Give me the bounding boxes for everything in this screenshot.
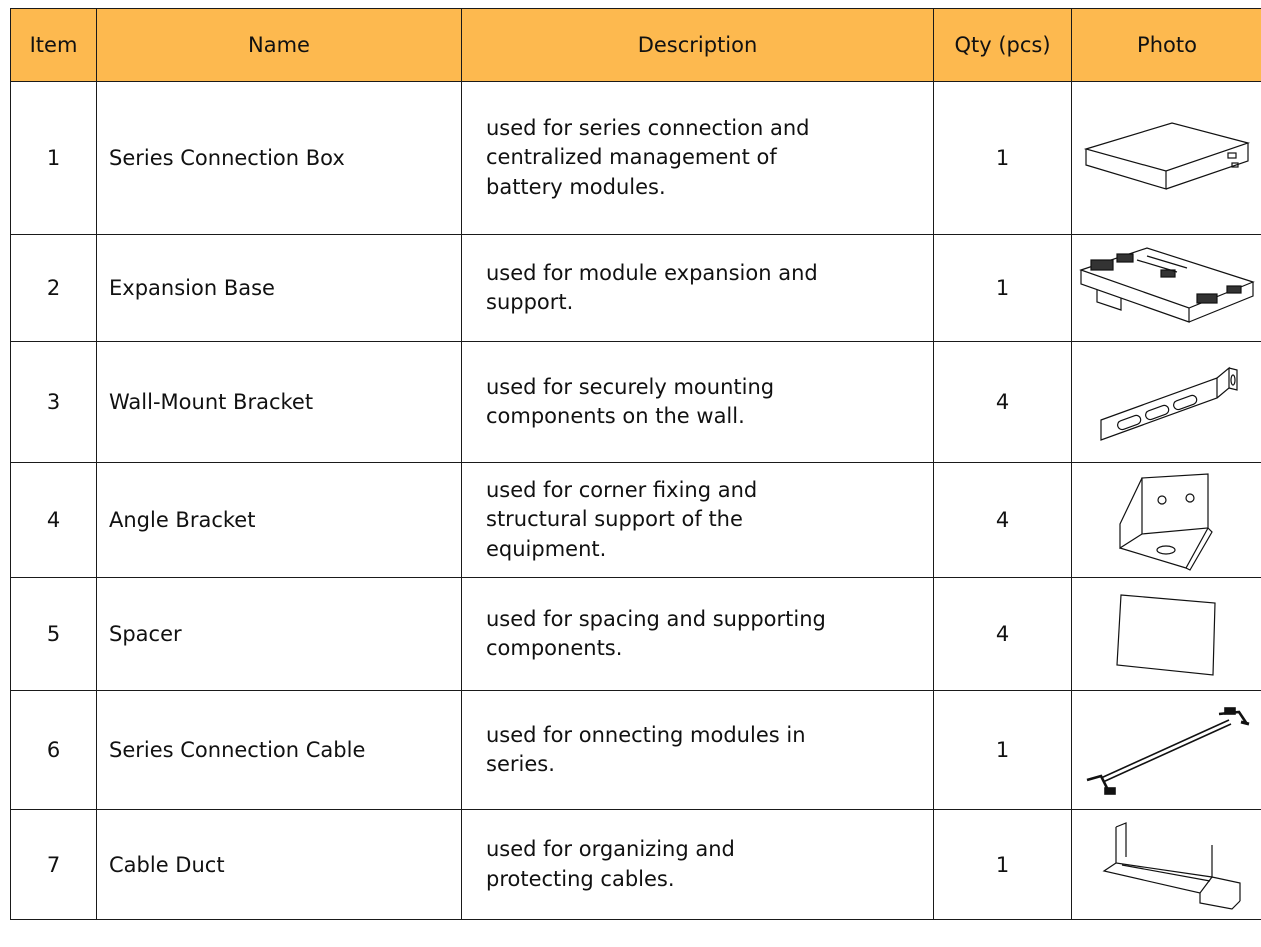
item-name: Series Connection Box	[97, 82, 462, 235]
item-name: Wall-Mount Bracket	[97, 342, 462, 463]
angle-bracket-icon	[1112, 468, 1222, 572]
expansion-base-icon	[1077, 240, 1257, 336]
item-number: 6	[11, 691, 97, 810]
item-name: Cable Duct	[97, 810, 462, 920]
item-photo	[1072, 691, 1261, 810]
table-row	[11, 463, 1261, 578]
item-number: 4	[11, 463, 97, 578]
item-description: used for corner fixing and structural support of the equipment.	[462, 463, 934, 578]
item-name: Spacer	[97, 578, 462, 691]
item-number: 2	[11, 235, 97, 342]
header-qty: Qty (pcs)	[934, 9, 1072, 82]
item-name: Expansion Base	[97, 235, 462, 342]
table-row	[11, 578, 1261, 691]
item-qty: 1	[934, 810, 1072, 920]
header-row	[11, 9, 1261, 82]
header-description: Description	[462, 9, 934, 82]
item-description: used for spacing and supporting components.	[462, 578, 934, 691]
item-photo	[1072, 342, 1261, 463]
table-row	[11, 82, 1261, 235]
item-description: used for organizing and protecting cables.	[462, 810, 934, 920]
item-qty: 1	[934, 691, 1072, 810]
table-row	[11, 810, 1261, 920]
table-row	[11, 691, 1261, 810]
item-photo	[1072, 810, 1261, 920]
header-name: Name	[97, 9, 462, 82]
item-qty: 4	[934, 578, 1072, 691]
item-number: 1	[11, 82, 97, 235]
item-qty: 1	[934, 235, 1072, 342]
header-photo: Photo	[1072, 9, 1261, 82]
wall-mount-bracket-icon	[1087, 352, 1247, 452]
item-number: 5	[11, 578, 97, 691]
series-connection-cable-icon	[1079, 700, 1255, 800]
item-name: Series Connection Cable	[97, 691, 462, 810]
item-name: Angle Bracket	[97, 463, 462, 578]
item-qty: 4	[934, 342, 1072, 463]
table-row	[11, 342, 1261, 463]
item-qty: 4	[934, 463, 1072, 578]
header-item: Item	[11, 9, 97, 82]
item-description: used for onnecting modules in series.	[462, 691, 934, 810]
item-photo	[1072, 578, 1261, 691]
item-photo	[1072, 235, 1261, 342]
cable-duct-icon	[1082, 817, 1252, 913]
item-description: used for module expansion and support.	[462, 235, 934, 342]
parts-table	[10, 8, 1261, 920]
parts-list	[10, 8, 1261, 920]
item-number: 7	[11, 810, 97, 920]
item-description: used for securely mounting components on the wall.	[462, 342, 934, 463]
item-qty: 1	[934, 82, 1072, 235]
item-photo	[1072, 463, 1261, 578]
table-row	[11, 235, 1261, 342]
item-description: used for series connection and centralized management of battery modules.	[462, 82, 934, 235]
item-number: 3	[11, 342, 97, 463]
spacer-icon	[1107, 589, 1227, 679]
series-connection-box-icon	[1082, 113, 1252, 203]
item-photo	[1072, 82, 1261, 235]
